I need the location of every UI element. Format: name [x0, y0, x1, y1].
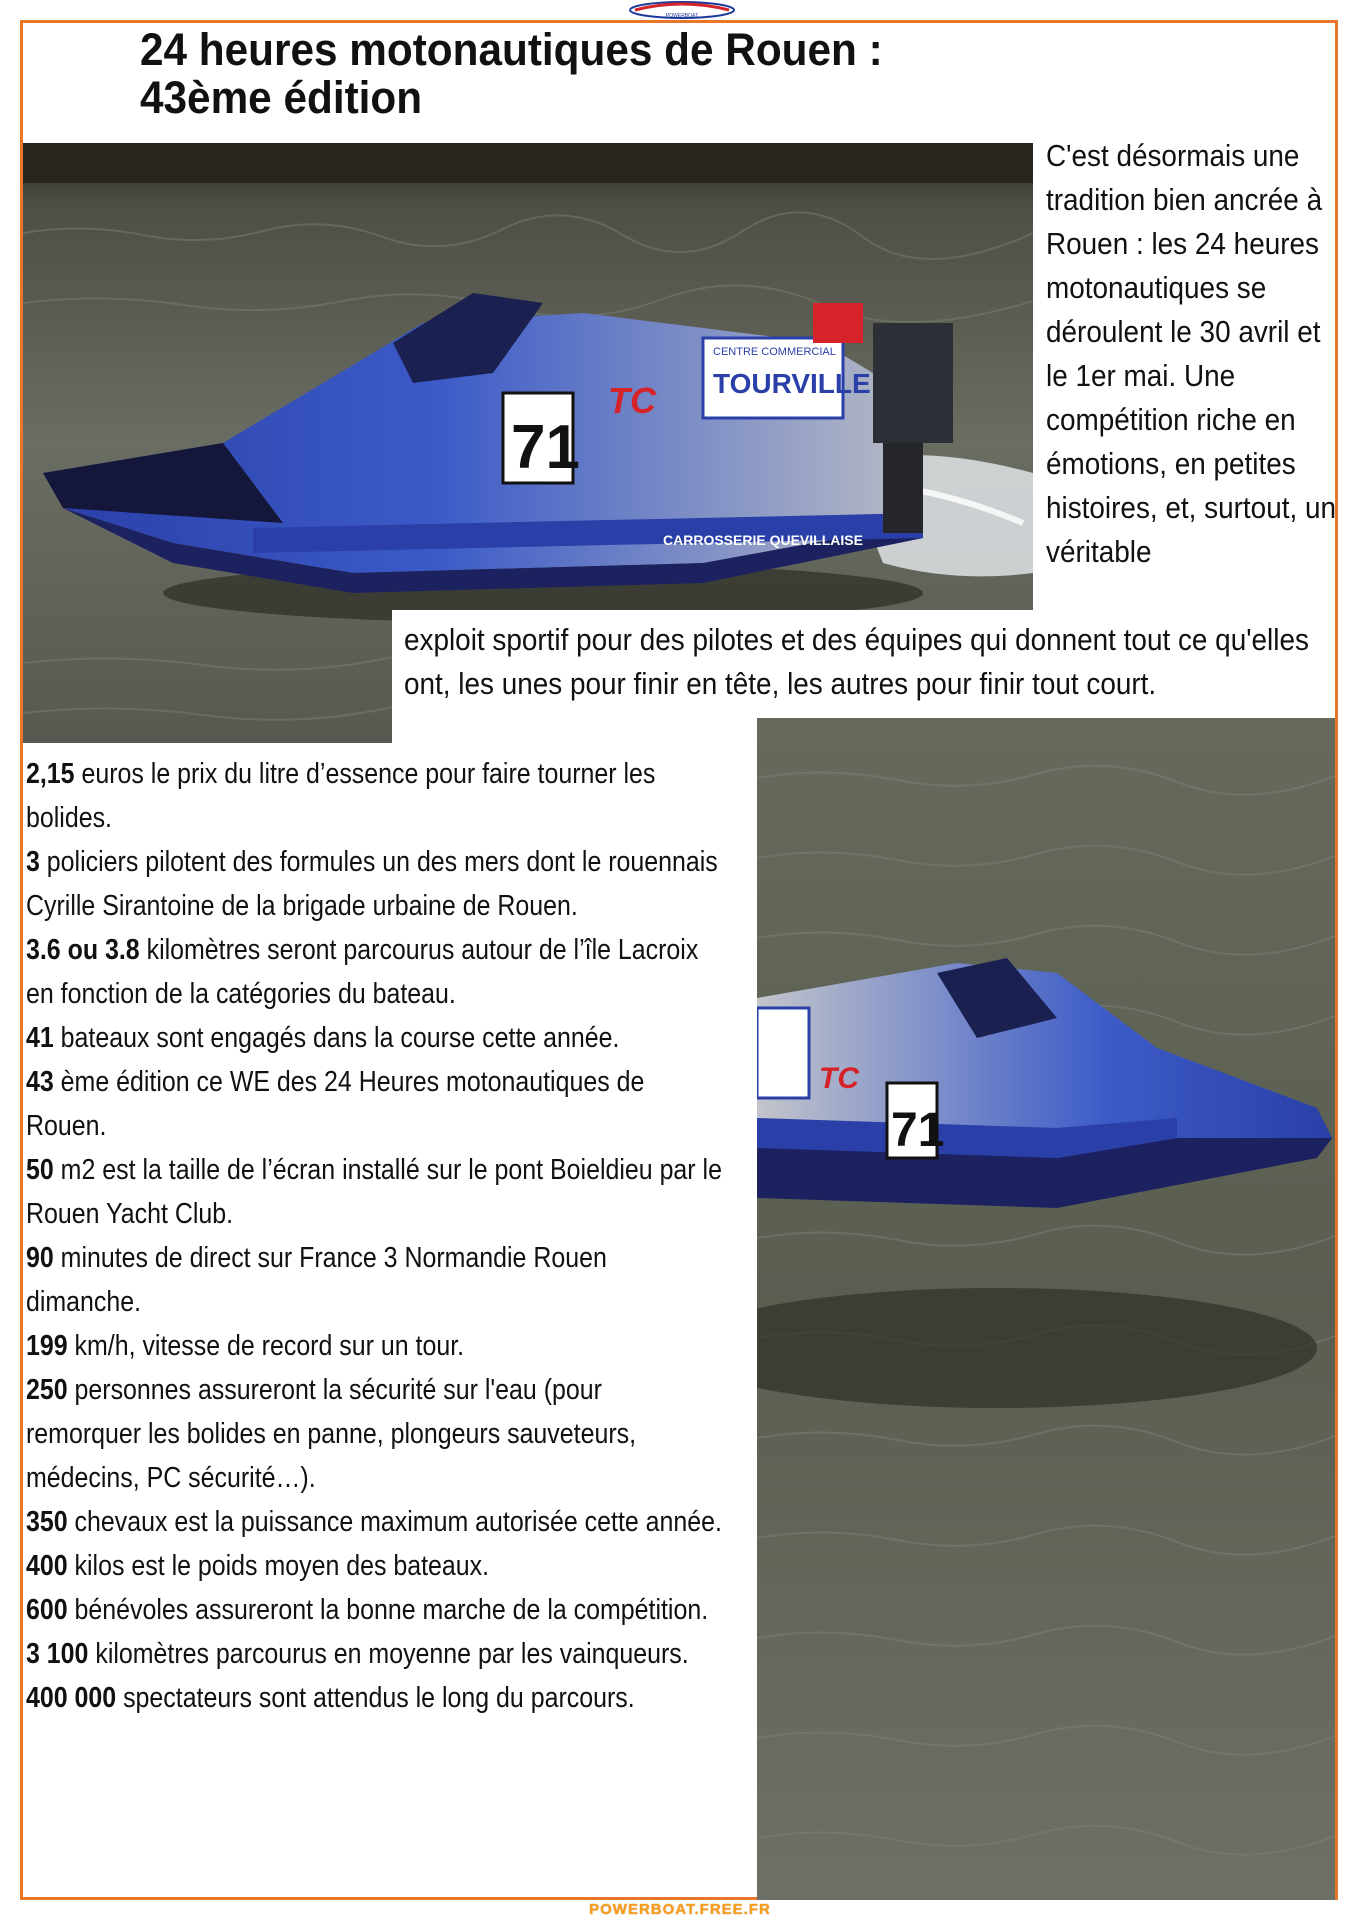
fact-item: [26, 1632, 723, 1676]
fact-text: bénévoles assureront la bonne marche de la compétition.: [67, 1594, 709, 1626]
fact-number: 43: [26, 1066, 54, 1098]
fact-number: 3: [26, 846, 40, 878]
fact-text: m2 est la taille de l’écran installé sur le pont Boieldieu par le Rouen Yacht Club.: [26, 1154, 722, 1230]
boat-brand-text: CARROSSERIE QUEVILLAISE: [663, 532, 863, 548]
fact-number: 400 000: [26, 1682, 117, 1714]
svg-text:TC: TC: [819, 1062, 859, 1095]
fact-number: 2,15: [26, 758, 75, 790]
footer-site-url: POWERBOAT.FREE.FR: [589, 1901, 771, 1918]
fact-text: euros le prix du litre d’essence pour faire tourner les bolides.: [26, 758, 656, 834]
fact-number: 600: [26, 1594, 68, 1626]
boat-sponsor: TOURVILLE: [713, 368, 871, 399]
fact-number: 350: [26, 1506, 68, 1538]
title-line-1: 24 heures motonautiques de Rouen :: [140, 24, 883, 75]
title-line-2: 43ème édition: [140, 72, 423, 123]
fact-item: [26, 928, 723, 1016]
logo-label: POWERBOAT: [665, 13, 699, 19]
fact-text: spectateurs sont attendus le long du parcours.: [116, 1682, 635, 1714]
fact-number: 199: [26, 1330, 68, 1362]
powerboat-photo-bottom: [757, 718, 1335, 1900]
fact-text: bateaux sont engagés dans la course cette année.: [53, 1022, 620, 1054]
fact-text: kilos est le poids moyen des bateaux.: [67, 1550, 490, 1582]
fact-text: minutes de direct sur France 3 Normandie Rouen dimanche.: [26, 1242, 607, 1318]
fact-number: 41: [26, 1022, 54, 1054]
fact-number: 400: [26, 1550, 68, 1582]
fact-number: 90: [26, 1242, 54, 1274]
fact-item: [26, 1148, 723, 1236]
fact-number: 3.6 ou 3.8: [26, 934, 140, 966]
fact-item: [26, 1236, 723, 1324]
intro-paragraph-top: C'est désormais une tradition bien ancrée à Rouen : les 24 heures motonautiques se déroulent le 30 avril et le 1er mai. Une compétition riche en émotions, en petites histoires, et, surtout, un véritable: [1046, 138, 1336, 569]
fact-item: [26, 1016, 723, 1060]
boat-tc-logo: TC: [608, 380, 656, 421]
fact-item: [26, 1500, 723, 1544]
facts-list: [26, 752, 723, 1720]
intro-background-tail: [392, 718, 757, 753]
fact-item: [26, 752, 723, 840]
fact-number: 250: [26, 1374, 68, 1406]
fact-item: [26, 1060, 723, 1148]
fact-text: personnes assureront la sécurité sur l'eau (pour remorquer les bolides en panne, plongeurs sauveteurs, médecins, PC sécurité…).: [26, 1374, 637, 1494]
fact-number: 3 100: [26, 1638, 89, 1670]
boat-sponsor-small: CENTRE COMMERCIAL: [713, 346, 836, 358]
fact-item: [26, 1676, 723, 1720]
intro-paragraph-bottom: exploit sportif pour des pilotes et des équipes qui donnent tout ce qu'elles ont, les unes pour finir en tête, les autres pour finir tout court.: [404, 622, 1309, 701]
svg-text:71: 71: [891, 1104, 945, 1157]
fact-text: ème édition ce WE des 24 Heures motonautiques de Rouen.: [26, 1066, 645, 1142]
fact-text: kilomètres parcourus en moyenne par les vainqueurs.: [88, 1638, 689, 1670]
fact-text: policiers pilotent des formules un des mers dont le rouennais Cyrille Sirantoine de la brigade urbaine de Rouen.: [26, 846, 718, 922]
fact-item: [26, 1324, 723, 1368]
fact-item: [26, 1368, 723, 1500]
boat-number: 71: [511, 413, 580, 482]
page-title: [140, 26, 1080, 122]
f2-logo: [627, 0, 737, 20]
fact-text: km/h, vitesse de record sur un tour.: [67, 1330, 465, 1362]
fact-item: [26, 1544, 723, 1588]
fact-text: kilomètres seront parcourus autour de l’île Lacroix en fonction de la catégories du bateau.: [26, 934, 699, 1010]
fact-item: [26, 840, 723, 928]
fact-number: 50: [26, 1154, 54, 1186]
fact-text: chevaux est la puissance maximum autorisée cette année.: [67, 1506, 722, 1538]
fact-item: [26, 1588, 723, 1632]
